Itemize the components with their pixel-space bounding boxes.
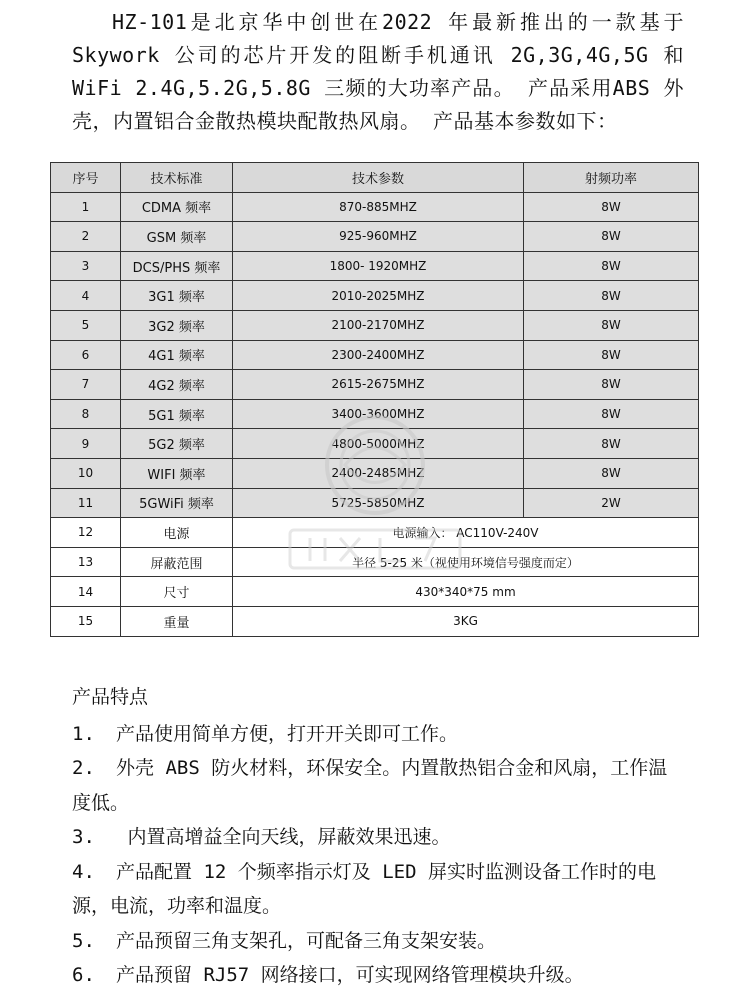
table-row: [51, 310, 699, 340]
list-item: [72, 855, 682, 924]
header-no: 序号: [51, 163, 121, 193]
cell-standard: 5G2 频率: [121, 429, 233, 459]
cell-params: 2400-2485MHZ: [233, 458, 524, 488]
cell-power: 8W: [524, 222, 699, 252]
cell-standard: 5GWiFi 频率: [121, 488, 233, 518]
header-power: 射频功率: [524, 163, 699, 193]
table-row: [51, 488, 699, 518]
cell-params: 2100-2170MHZ: [233, 310, 524, 340]
cell-no: 13: [51, 547, 121, 577]
item-text: 产品配置 12 个频率指示灯及 LED 屏实时监测设备工作时的电源，电流，功率和温度。: [72, 860, 656, 917]
spec-table: [50, 162, 699, 637]
list-item: [72, 717, 682, 752]
cell-value: 电源输入： AC110V-240V: [233, 518, 699, 548]
item-text: 产品使用简单方便，打开开关即可工作。: [116, 722, 459, 745]
cell-standard: GSM 频率: [121, 222, 233, 252]
table-header-row: [51, 163, 699, 193]
spec-row-weight: [51, 606, 699, 636]
spec-row-power-supply: [51, 518, 699, 548]
item-number: 4.: [72, 860, 95, 883]
cell-params: 870-885MHZ: [233, 192, 524, 222]
cell-power: 8W: [524, 399, 699, 429]
table-row: [51, 429, 699, 459]
cell-params: 925-960MHZ: [233, 222, 524, 252]
cell-no: 2: [51, 222, 121, 252]
cell-standard: CDMA 频率: [121, 192, 233, 222]
cell-standard: 4G2 频率: [121, 370, 233, 400]
features-title: 产品特点: [72, 686, 149, 708]
cell-no: 6: [51, 340, 121, 370]
cell-params: 3400-3600MHZ: [233, 399, 524, 429]
cell-power: 8W: [524, 192, 699, 222]
item-text: 产品预留三角支架孔，可配备三角支架安装。: [116, 929, 497, 952]
cell-value: 半径 5-25 米（视使用环境信号强度而定）: [233, 547, 699, 577]
cell-standard: WIFI 频率: [121, 458, 233, 488]
cell-value: 430*340*75 mm: [233, 577, 699, 607]
header-params: 技术参数: [233, 163, 524, 193]
item-text: 外壳 ABS 防火材料，环保安全。内置散热铝合金和风扇，工作温度低。: [72, 757, 668, 814]
item-text: 产品预留 RJ57 网络接口，可实现网络管理模块升级。: [116, 964, 584, 986]
cell-label: 尺寸: [121, 577, 233, 607]
cell-power: 2W: [524, 488, 699, 518]
cell-no: 4: [51, 281, 121, 311]
item-number: 1.: [72, 722, 95, 745]
cell-params: 2010-2025MHZ: [233, 281, 524, 311]
table-row: [51, 192, 699, 222]
table-row: [51, 399, 699, 429]
cell-standard: 4G1 频率: [121, 340, 233, 370]
cell-no: 9: [51, 429, 121, 459]
item-number: 2.: [72, 757, 95, 779]
cell-power: 8W: [524, 429, 699, 459]
cell-params: 1800- 1920MHZ: [233, 251, 524, 281]
cell-power: 8W: [524, 370, 699, 400]
header-standard: 技术标准: [121, 163, 233, 193]
cell-no: 1: [51, 192, 121, 222]
cell-standard: 5G1 频率: [121, 399, 233, 429]
table-row: [51, 370, 699, 400]
cell-no: 5: [51, 310, 121, 340]
cell-power: 8W: [524, 310, 699, 340]
list-item: [72, 958, 682, 993]
cell-power: 8W: [524, 281, 699, 311]
features-section: [72, 680, 682, 993]
spec-row-shield-range: [51, 547, 699, 577]
cell-no: 10: [51, 458, 121, 488]
cell-label: 屏蔽范围: [121, 547, 233, 577]
table-row: [51, 458, 699, 488]
cell-params: 5725-5850MHZ: [233, 488, 524, 518]
cell-no: 11: [51, 488, 121, 518]
intro-paragraph: HZ-101是北京华中创世在2022 年最新推出的一款基于Skywork 公司的芯片开发的阻断手机通讯 2G,3G,4G,5G 和WiFi 2.4G,5.2G,5.8G 三频的大功率产品。 产品采用ABS 外壳，内置铝合金散热模块配散热风扇。 产品基本参数如下：: [72, 10, 684, 133]
item-number: 3.: [72, 826, 95, 848]
cell-no: 7: [51, 370, 121, 400]
list-item: [72, 924, 682, 959]
cell-standard: 3G1 频率: [121, 281, 233, 311]
list-item: [72, 751, 682, 820]
intro-text: [72, 6, 684, 138]
cell-power: 8W: [524, 251, 699, 281]
cell-label: 电源: [121, 518, 233, 548]
table-row: [51, 281, 699, 311]
cell-params: 4800-5000MHZ: [233, 429, 524, 459]
item-text: 内置高增益全向天线，屏蔽效果迅速。: [116, 826, 451, 848]
table-row: [51, 222, 699, 252]
spec-row-size: [51, 577, 699, 607]
cell-no: 14: [51, 577, 121, 607]
cell-no: 8: [51, 399, 121, 429]
cell-power: 8W: [524, 340, 699, 370]
cell-standard: 3G2 频率: [121, 310, 233, 340]
cell-value: 3KG: [233, 606, 699, 636]
list-item: [72, 820, 682, 855]
cell-no: 3: [51, 251, 121, 281]
cell-label: 重量: [121, 606, 233, 636]
item-number: 6.: [72, 964, 95, 986]
cell-params: 2615-2675MHZ: [233, 370, 524, 400]
item-number: 5.: [72, 929, 95, 952]
table-row: [51, 340, 699, 370]
cell-params: 2300-2400MHZ: [233, 340, 524, 370]
cell-standard: DCS/PHS 频率: [121, 251, 233, 281]
features-list: [72, 717, 682, 993]
cell-no: 15: [51, 606, 121, 636]
cell-power: 8W: [524, 458, 699, 488]
cell-no: 12: [51, 518, 121, 548]
table-row: [51, 251, 699, 281]
